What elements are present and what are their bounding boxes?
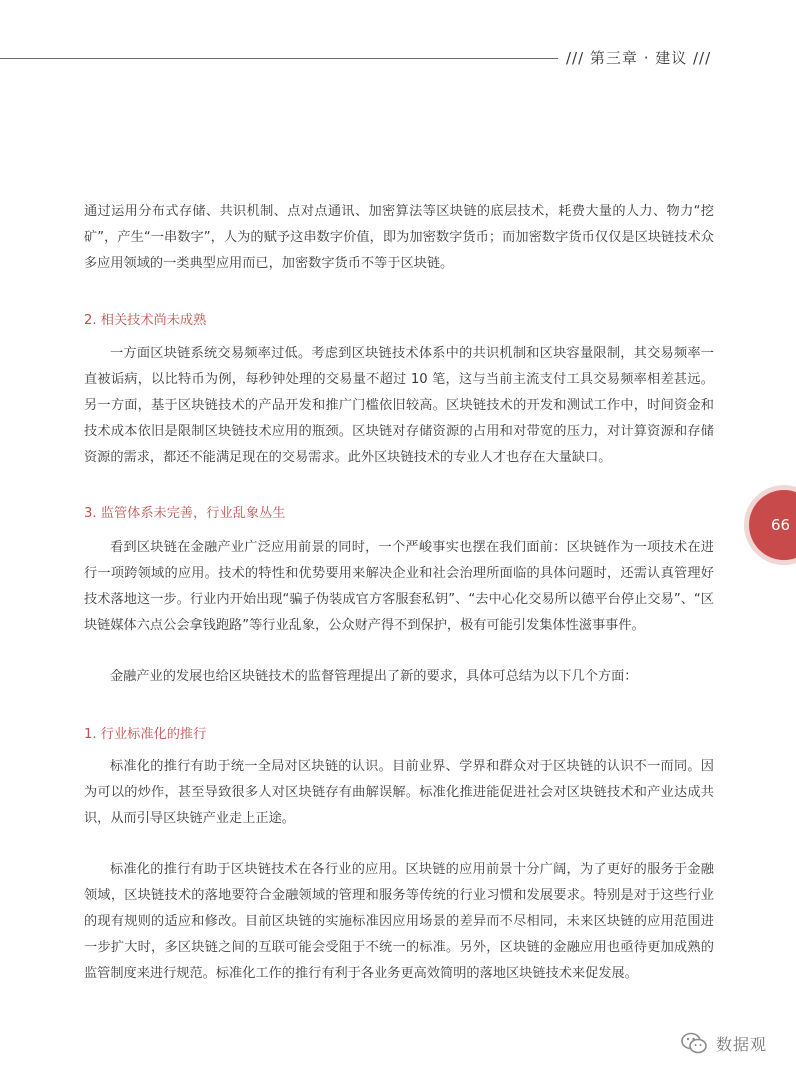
header-rule (0, 58, 558, 59)
section-2-paragraph: 一方面区块链系统交易频率过低。考虑到区块链技术体系中的共识机制和区块容量限制，其交易频率一直被诟病，以比特币为例，每秒钟处理的交易量不超过 10 笔，这与当前主流支付工具交易频率相差甚远。另一方面，基于区块链技术的产品开发和推广门槛依旧较高。区块链技术的开发和测试工作中，时间资金和技术成本依旧是限制区块链技术应用的瓶颈。区块链对存储资源的占用和对带宽的压力，对计算资源和存储资源的需求，都还不能满足现在的交易需求。此外区块链技术的专业人才也存在大量缺口。 (84, 346, 714, 465)
intro-paragraph: 通过运用分布式存储、共识机制、点对点通讯、加密算法等区块链的底层技术，耗费大量的人力、物力“挖矿”，产生“一串数字”，人为的赋予这串数字价值，即为加密数字货币；而加密数字货币仅仅是区块链技术众多应用领域的一类典型应用而已，加密数字货币不等于区块链。 (84, 204, 714, 271)
standard-paragraph-1: 标准化的推行有助于统一全局对区块链的认识。目前业界、学界和群众对于区块链的认识不一而同。因为可以的炒作，甚至导致很多人对区块链存有曲解误解。标准化推进能促进社会对区块链技术和产业达成共识，从而引导区块链产业走上正途。 (84, 759, 714, 826)
section-3-heading: 3. 监管体系未完善，行业乱象丛生 (84, 506, 286, 521)
chapter-title: /// 第三章 · 建议 /// (566, 49, 712, 67)
section-3-paragraph: 看到区块链在金融产业广泛应用前景的同时，一个严峻事实也摆在我们面前：区块链作为一项技术在进行一项跨领域的应用。技术的特性和优势要用来解决企业和社会治理所面临的具体问题时，还需认真管理好技术落地这一步。行业内开始出现“骗子伪装成官方客服套私钥”、“去中心化交易所以德平台停止交易”、“区块链媒体六点公会拿钱跑路”等行业乱象，公众财产得不到保护，极有可能引发集体性滋事事件。 (84, 540, 714, 633)
wechat-icon (680, 1031, 708, 1055)
watermark (680, 1031, 767, 1055)
standard-paragraph-2: 标准化的推行有助于区块链技术在各行业的应用。区块链的应用前景十分广阔，为了更好的服务于金融领域，区块链技术的落地要符合金融领域的管理和服务等传统的行业习惯和发展要求。特别是对于这些行业的现有规则的适应和修改。目前区块链的实施标准因应用场景的差异而不尽相同，未来区块链的应用范围进一步扩大时，多区块链之间的互联可能会受阻于不统一的标准。另外，区块链的金融应用也亟待更加成熟的监管制度来进行规范。标准化工作的推行有利于各业务更高效简明的落地区块链技术来促发展。 (84, 862, 714, 981)
section-2-heading: 2. 相关技术尚未成熟 (84, 313, 207, 328)
watermark-text: 数据观 (716, 1034, 768, 1054)
subsection-1-heading: 1. 行业标准化的推行 (84, 727, 207, 742)
page-number-tab: 66 (749, 490, 796, 560)
requirements-paragraph: 金融产业的发展也给区块链技术的监督管理提出了新的要求，具体可总结为以下几个方面： (110, 669, 638, 684)
